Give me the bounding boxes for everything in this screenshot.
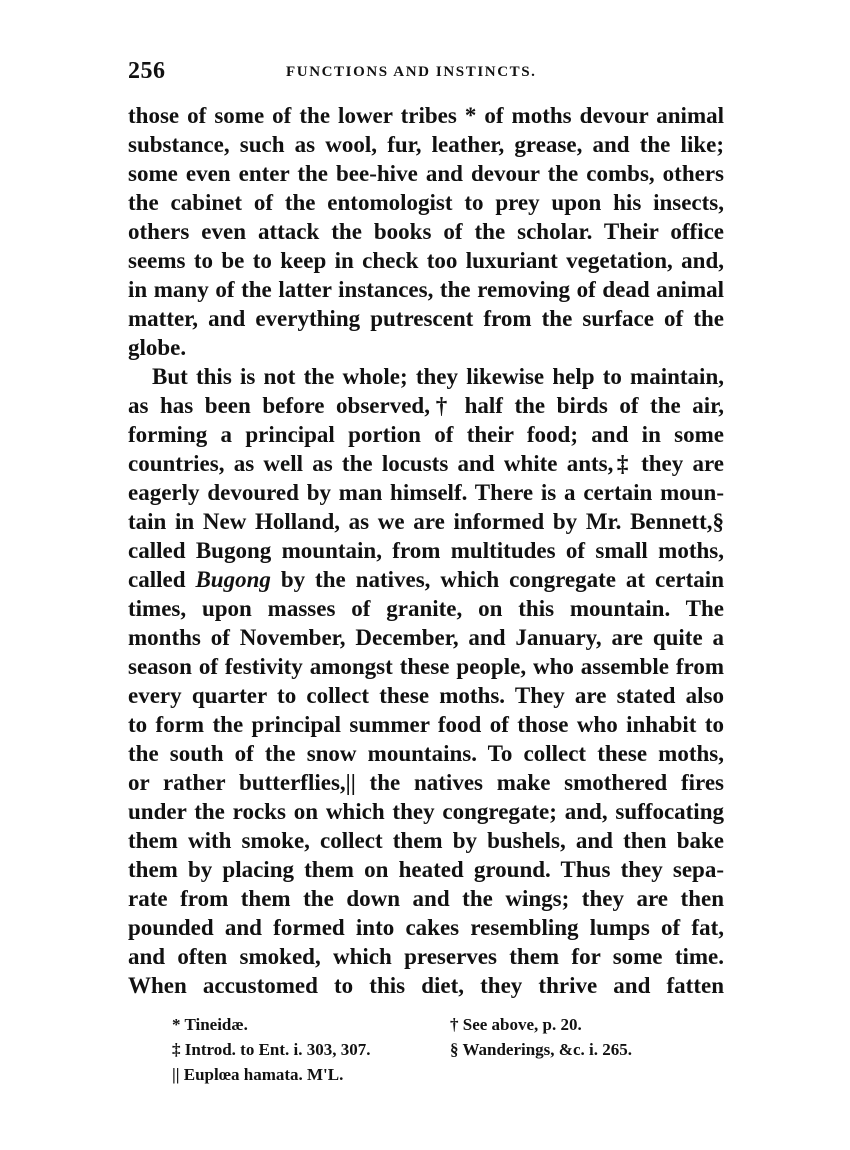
text-line: them by placing them on heated ground. Thus they sepa- <box>128 857 724 882</box>
page-header <box>128 58 728 88</box>
text-line: them with smoke, collect them by bushels, and then bake <box>128 828 724 853</box>
text-line: in many of the latter instances, the removing of dead animal <box>128 277 724 302</box>
footnote: † See above, p. 20. <box>450 1015 582 1034</box>
footnote: * Tineidæ. <box>172 1015 248 1034</box>
text-line: substance, such as wool, fur, leather, grease, and the like; <box>128 132 724 157</box>
text-line: months of November, December, and January, are quite a <box>128 625 724 650</box>
text-line: some even enter the bee-hive and devour the combs, others <box>128 161 724 186</box>
text-line: seems to be to keep in check too luxuriant vegetation, and, <box>128 248 724 273</box>
text-line: the south of the snow mountains. To collect these moths, <box>128 741 724 766</box>
text-line-italic <box>128 565 724 594</box>
footnote: § Wanderings, &c. i. 265. <box>450 1040 632 1059</box>
footnote: || Euplœa hamata. M'L. <box>172 1065 344 1084</box>
footnote-row <box>172 1012 692 1037</box>
text-line: as has been before observed,† half the birds of the air, <box>128 393 724 418</box>
text-line: or rather butterflies,|| the natives make smothered fires <box>128 770 724 795</box>
text-line: called Bugong mountain, from multitudes of small moths, <box>128 538 724 563</box>
text-line: under the rocks on which they congregate; and, suffocating <box>128 799 724 824</box>
footnote-row <box>172 1037 692 1062</box>
line-segment: called <box>128 567 196 592</box>
body-text <box>128 101 724 1000</box>
text-line: When accustomed to this diet, they thrive and fatten <box>128 973 724 998</box>
text-line: those of some of the lower tribes * of moths devour animal <box>128 103 724 128</box>
text-line: eagerly devoured by man himself. There is a certain moun- <box>128 480 724 505</box>
text-line: globe. <box>128 335 187 360</box>
text-line: every quarter to collect these moths. They are stated also <box>128 683 724 708</box>
text-line: forming a principal portion of their food; and in some <box>128 422 724 447</box>
text-line: the cabinet of the entomologist to prey upon his insects, <box>128 190 724 215</box>
text-line: to form the principal summer food of those who inhabit to <box>128 712 724 737</box>
text-line: others even attack the books of the scholar. Their office <box>128 219 724 244</box>
text-line: matter, and everything putrescent from the surface of the <box>128 306 724 331</box>
footnote-row <box>172 1062 692 1087</box>
text-line: season of festivity amongst these people, who assemble from <box>128 654 724 679</box>
footnotes <box>172 1012 692 1087</box>
page-number: 256 <box>128 58 166 84</box>
text-line: countries, as well as the locusts and white ants,‡ they are <box>128 451 724 476</box>
running-head: FUNCTIONS AND INSTINCTS. <box>286 64 537 80</box>
text-line: rate from them the down and the wings; they are then <box>128 886 724 911</box>
italic-word: Bugong <box>195 567 271 592</box>
text-line: tain in New Holland, as we are informed by Mr. Bennett,§ <box>128 509 724 534</box>
text-line: times, upon masses of granite, on this mountain. The <box>128 596 724 621</box>
text-line: But this is not the whole; they likewise help to maintain, <box>152 364 724 389</box>
line-segment: by the natives, which congregate at certain <box>270 567 724 592</box>
footnote: ‡ Introd. to Ent. i. 303, 307. <box>172 1040 371 1059</box>
text-line: and often smoked, which preserves them for some time. <box>128 944 724 969</box>
text-line: pounded and formed into cakes resembling lumps of fat, <box>128 915 724 940</box>
